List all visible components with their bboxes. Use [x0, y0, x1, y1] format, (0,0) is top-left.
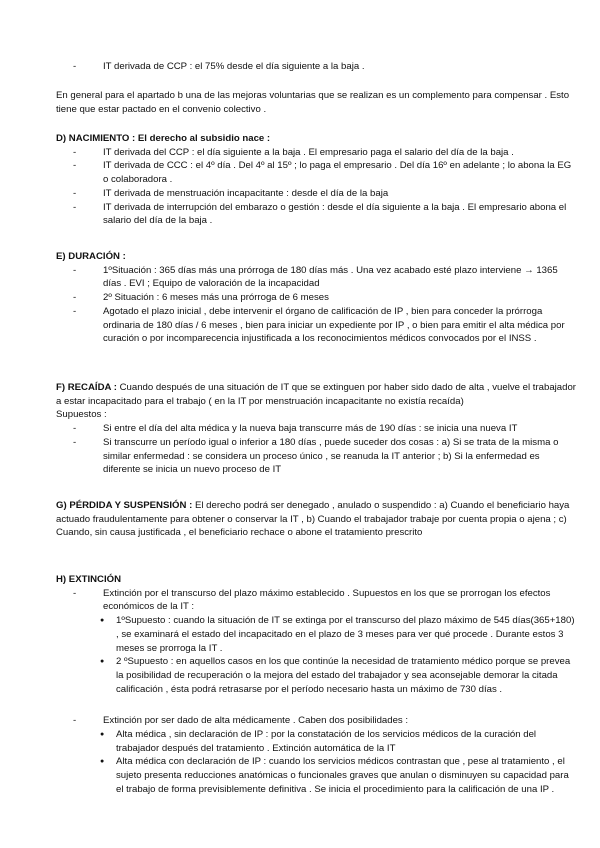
section-f-text: Cuando después de una situación de IT que se extinguen por haber sido dado de alta , vuelve el trabajador a estar incapacitado para el trabajo ( en la IT por menstruación incapacitante no existía recaída)	[56, 382, 576, 407]
supuestos-label: Supuestos :	[56, 409, 107, 421]
section-f	[56, 381, 576, 477]
list-item: - IT derivada de interrupción del embarazo o gestión : desde el día siguiente a la baja . El empresario abona el salario del día de la baja .	[83, 201, 576, 228]
section-g	[56, 499, 576, 540]
section-h-heading: H) EXTINCIÓN	[56, 574, 122, 585]
list-item: - 2º Situación : 6 meses más una prórroga de 6 meses	[83, 291, 576, 305]
section-e	[56, 250, 576, 346]
spacer	[56, 696, 576, 714]
section-f-paragraph	[56, 381, 576, 408]
list-item: - Extinción por el transcurso del plazo máximo establecido . Supuestos en los que se prorrogan los efectos económicos de la IT :	[83, 587, 576, 614]
list-item: - IT derivada del CCP : el día siguiente a la baja . El empresario paga el salario del día de la baja .	[83, 146, 576, 160]
section-d-heading: D) NACIMIENTO : El derecho al subsidio nace :	[56, 133, 271, 144]
list-item: - Extinción por ser dado de alta médicamente . Caben dos posibilidades :	[83, 714, 576, 728]
list-item: - Si transcurre un período igual o inferior a 180 días , puede suceder dos cosas : a) Si se trata de la misma o similar enfermedad : se considera un proceso único , se reanuda la IT anterior ; b) Si la enfermedad es diferente se inicia un nuevo proceso de IT	[83, 436, 576, 477]
list-item: - IT derivada de menstruación incapacitante : desde el día de la baja	[83, 187, 576, 201]
section-d	[56, 132, 576, 228]
section-f-heading: F) RECAÍDA :	[56, 382, 117, 393]
list-item: - IT derivada de CCP : el 75% desde el día siguiente a la baja .	[83, 60, 576, 74]
section-h	[56, 573, 576, 797]
bullet-item: ● 2 ºSupuesto : en aquellos casos en los que continúe la necesidad de tratamiento médico porque se prevea la posibilidad de recuperación o la mejora del estado del trabajador y sea aconsejable demorar la citada calificación , ésta podrá retrasarse por el período necesario hasta un máximo de 730 días .	[100, 655, 576, 696]
list-item: - IT derivada de CCC : el 4º día . Del 4º al 15º ; lo paga el empresario . Del día 16º en adelante ; lo abona la EG o colaboradora .	[83, 159, 576, 186]
list-item: - 1ºSituación : 365 días más una prórroga de 180 días más . Una vez acabado esté plazo interviene → 1365 días . EVI ; Equipo de valoración de la incapacidad	[83, 264, 576, 291]
section-g-text: El derecho podrá ser denegado , anulado o suspendido : a) Cuando el beneficiario haya actuado fraudulentamente para obtener o conservar la IT , b) Cuando el trabajador trabaje por cuenta propia o ajena ; c) Cuando, sin causa justificada , el beneficiario rechace o abone el tratamiento prescrito	[56, 500, 570, 539]
bullet-item: ● Alta médica , sin declaración de IP : por la constatación de los servicios médicos de la curación del trabajador después del tratamiento . Extinción automática de la IT	[100, 728, 576, 755]
section-e-heading: E) DURACIÓN :	[56, 251, 126, 262]
list-item: - Agotado el plazo inicial , debe intervenir el órgano de calificación de IP , bien para conceder la prórroga ordinaria de 180 días / 6 meses , bien para iniciar un expediente por IP , o bien para emitir el alta médica por curación o por incomparecencia injustificada a los reconocimientos médicos convocados por el INSS .	[83, 305, 576, 346]
intro-list	[56, 60, 576, 74]
section-g-heading: G) PÉRDIDA Y SUSPENSIÓN :	[56, 500, 193, 511]
bullet-item: ● Alta médica con declaración de IP : cuando los servicios médicos contrastan que , pese al tratamiento , el sujeto presenta reducciones anatómicas o funcionales graves que anulan o disminuyen su capacidad para el trabajo de forma previsiblemente definitiva . Se inicia el procedimiento para la calificación de una IP .	[100, 755, 576, 796]
intro-paragraph: En general para el apartado b una de las mejoras voluntarias que se realizan es un complemento para compensar . Esto tiene que estar pactado en el convenio colectivo .	[56, 90, 570, 115]
bullet-item: ● 1ºSupuesto : cuando la situación de IT se extinga por el transcurso del plazo máximo de 545 días(365+180) , se examinará el estado del incapacitado en el plazo de 3 meses para ver qué procede . Durante estos 3 meses se prorroga la IT .	[100, 614, 576, 655]
list-item: - Si entre el día del alta médica y la nueva baja transcurre más de 190 días : se inicia una nueva IT	[83, 422, 576, 436]
